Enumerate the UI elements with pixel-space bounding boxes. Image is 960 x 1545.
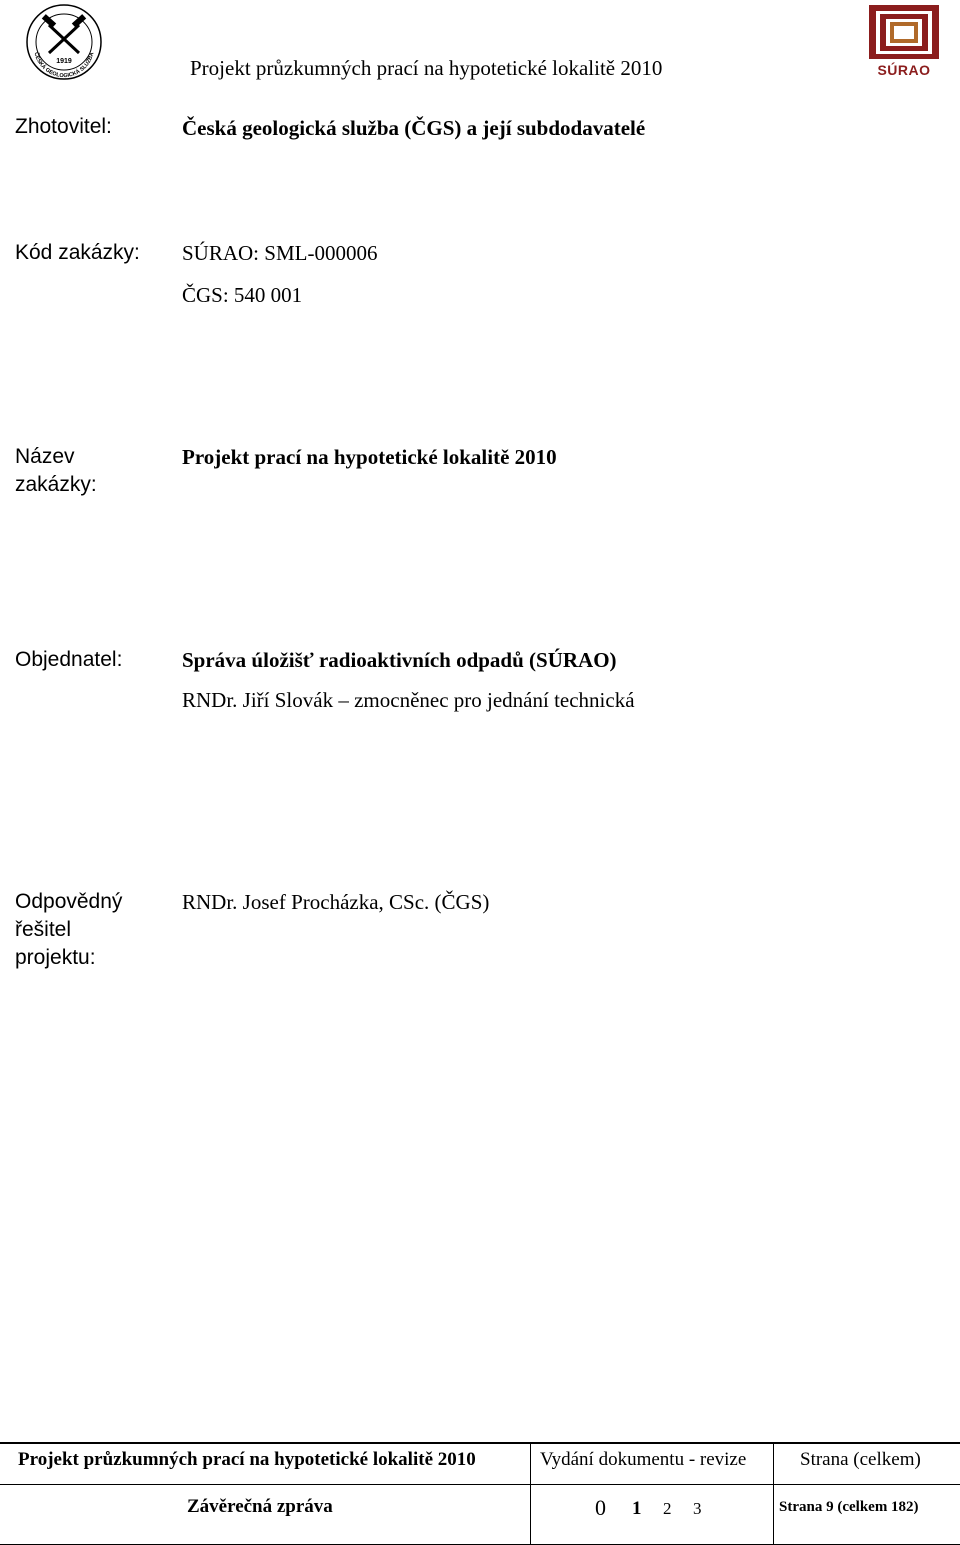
cgs-logo-year: 1919 bbox=[56, 58, 72, 65]
order-name-label-line-2: zakázky: bbox=[15, 473, 97, 496]
footer-divider bbox=[0, 1484, 960, 1485]
footer-page-label: Strana (celkem) bbox=[800, 1449, 921, 1470]
header-title: Projekt průzkumných prací na hypotetické lokalitě 2010 bbox=[190, 56, 663, 80]
footer-divider bbox=[530, 1444, 531, 1544]
responsible-value: RNDr. Josef Procházka, CSc. (ČGS) bbox=[182, 890, 490, 914]
responsible-label bbox=[15, 888, 122, 972]
order-name-label bbox=[15, 443, 97, 499]
surao-logo-text: SÚRAO bbox=[877, 62, 931, 78]
client-contact: RNDr. Jiří Slovák – zmocněnec pro jednání technická bbox=[182, 688, 635, 712]
order-code-label: Kód zakázky: bbox=[15, 241, 140, 264]
client-value: Správa úložišť radioaktivních odpadů (SÚRAO) bbox=[182, 648, 617, 672]
responsible-label-line-2: řešitel bbox=[15, 918, 72, 941]
footer-revision-1: 1 bbox=[632, 1498, 642, 1519]
footer-report-type: Závěrečná zpráva bbox=[187, 1496, 333, 1517]
order-name-label-line-1: Název bbox=[15, 445, 75, 468]
footer-revision-3: 3 bbox=[693, 1499, 702, 1518]
footer-project: Projekt průzkumných prací na hypotetické lokalitě 2010 bbox=[18, 1449, 476, 1470]
contractor-label: Zhotovitel: bbox=[15, 115, 112, 138]
order-code-cgs: ČGS: 540 001 bbox=[182, 283, 303, 307]
footer-revision-2: 2 bbox=[663, 1499, 672, 1518]
contractor-value: Česká geologická služba (ČGS) a její subdodavatelé bbox=[182, 116, 646, 140]
cgs-logo-ring-text: ČESKÁ GEOLOGICKÁ SLUŽBA bbox=[32, 51, 96, 80]
footer-divider bbox=[773, 1444, 774, 1544]
responsible-label-line-3: projektu: bbox=[15, 946, 96, 969]
svg-text:ČESKÁ GEOLOGICKÁ SLUŽBA bbox=[33, 52, 96, 80]
responsible-label-line-1: Odpovědný bbox=[15, 890, 123, 913]
order-code-surao: SÚRAO: SML-000006 bbox=[182, 241, 378, 265]
footer-table bbox=[0, 1442, 960, 1545]
client-label: Objednatel: bbox=[15, 648, 123, 671]
footer-page-value: Strana 9 (celkem 182) bbox=[779, 1499, 919, 1515]
cgs-logo-icon bbox=[25, 3, 103, 81]
footer-revision-0: 0 bbox=[595, 1495, 606, 1520]
footer-edition-label: Vydání dokumentu - revize bbox=[540, 1449, 747, 1470]
order-name-value: Projekt prací na hypotetické lokalitě 2010 bbox=[182, 445, 557, 469]
